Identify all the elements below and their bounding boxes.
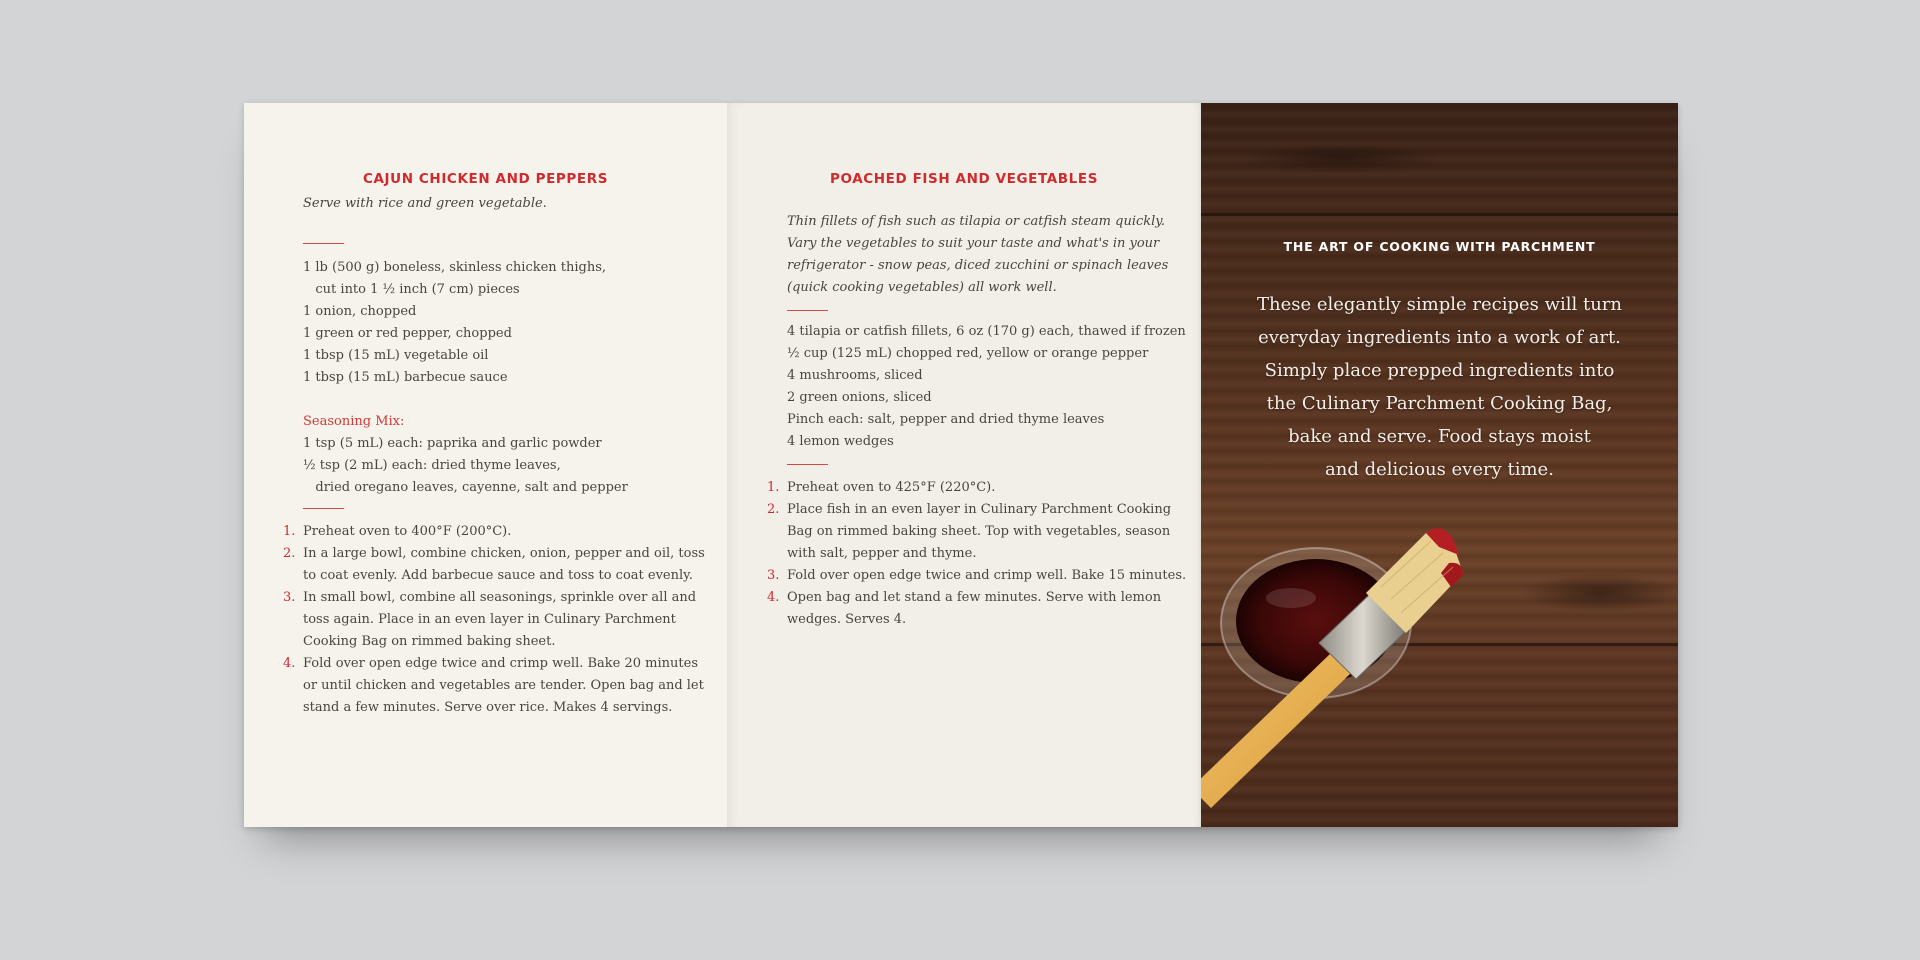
body-line: everyday ingredients into a work of art. — [1258, 327, 1621, 348]
body-line: Simply place prepped ingredients into — [1264, 360, 1615, 381]
ingredient: cut into 1 ½ inch (7 cm) pieces — [303, 282, 520, 297]
ingredient: 1 tbsp (15 mL) barbecue sauce — [303, 370, 508, 385]
body-line: and delicious every time. — [1325, 459, 1554, 480]
step-number: 3. — [767, 568, 780, 583]
step — [767, 499, 1187, 565]
step-number: 2. — [283, 546, 296, 561]
cajun-chicken-panel — [244, 103, 727, 827]
divider — [303, 243, 344, 244]
ingredient: 1 onion, chopped — [303, 304, 417, 319]
step-number: 3. — [283, 590, 296, 605]
recipe-title: CAJUN CHICKEN AND PEPPERS — [362, 171, 609, 187]
intro-line: Thin fillets of fish such as tilapia or catfish steam quickly. — [787, 214, 1166, 229]
step — [767, 565, 1187, 587]
step-text: stand a few minutes. Serve over rice. Makes 4 servings. — [303, 700, 673, 715]
ingredient: 4 tilapia or catfish fillets, 6 oz (170 g) each, thawed if frozen — [787, 324, 1186, 339]
panel-heading: THE ART OF COOKING WITH PARCHMENT — [1283, 239, 1596, 254]
step-text: Bag on rimmed baking sheet. Top with vegetables, season — [787, 524, 1171, 539]
seasoning-item: 1 tsp (5 mL) each: paprika and garlic powder — [303, 436, 602, 451]
intro-line: refrigerator - snow peas, diced zucchini or spinach leaves — [787, 258, 1169, 273]
step-text: Open bag and let stand a few minutes. Serve with lemon — [787, 590, 1162, 605]
ingredient: 1 lb (500 g) boneless, skinless chicken thighs, — [303, 260, 607, 275]
ingredient-list — [787, 321, 1186, 453]
step-number: 1. — [283, 524, 296, 539]
divider — [303, 508, 344, 509]
seasoning-item: dried oregano leaves, cayenne, salt and pepper — [303, 480, 628, 495]
step-text: Place fish in an even layer in Culinary Parchment Cooking — [787, 502, 1172, 517]
step-text: Preheat oven to 425°F (220°C). — [787, 480, 996, 495]
step — [283, 653, 713, 719]
step-text: with salt, pepper and thyme. — [787, 546, 977, 561]
seasoning-item: ½ tsp (2 mL) each: dried thyme leaves, — [303, 458, 561, 473]
recipe-brochure — [244, 103, 1678, 827]
step — [767, 587, 1187, 631]
step-text: Fold over open edge twice and crimp well. Bake 15 minutes. — [787, 568, 1187, 583]
step — [283, 587, 713, 653]
seasoning-heading: Seasoning Mix: — [303, 414, 405, 429]
step-text: Preheat oven to 400°F (200°C). — [303, 524, 512, 539]
step — [283, 521, 713, 543]
ingredient: 2 green onions, sliced — [787, 390, 932, 405]
basting-brush-icon — [1201, 503, 1678, 827]
step-number: 1. — [767, 480, 780, 495]
step-text: or until chicken and vegetables are tender. Open bag and let — [303, 678, 704, 693]
step-text: In small bowl, combine all seasonings, sprinkle over all and — [303, 590, 697, 605]
ingredient: 1 green or red pepper, chopped — [303, 326, 512, 341]
step-number: 4. — [767, 590, 780, 605]
step-text: In a large bowl, combine chicken, onion, pepper and oil, toss — [303, 546, 705, 561]
ingredient: 4 lemon wedges — [787, 434, 894, 449]
recipe-title: POACHED FISH AND VEGETABLES — [829, 171, 1099, 187]
step-text: Fold over open edge twice and crimp well. Bake 20 minutes — [303, 656, 698, 671]
step-text: wedges. Serves 4. — [787, 612, 907, 627]
body-line: These elegantly simple recipes will turn — [1256, 294, 1623, 315]
ingredient: Pinch each: salt, pepper and dried thyme leaves — [787, 412, 1105, 427]
step — [283, 543, 713, 587]
step-list — [283, 521, 713, 719]
recipe-intro: Serve with rice and green vegetable. — [303, 196, 547, 211]
step-text: toss again. Place in an even layer in Culinary Parchment — [303, 612, 676, 627]
intro-line: (quick cooking vegetables) all work well. — [787, 280, 1057, 295]
panel-body — [1221, 288, 1658, 486]
divider — [787, 310, 828, 311]
ingredient: 1 tbsp (15 mL) vegetable oil — [303, 348, 489, 363]
step-text: Cooking Bag on rimmed baking sheet. — [303, 634, 556, 649]
body-line: bake and serve. Food stays moist — [1288, 426, 1591, 447]
step-number: 2. — [767, 502, 780, 517]
step-number: 4. — [283, 656, 296, 671]
parchment-cover-panel — [1201, 103, 1678, 827]
recipe-intro — [787, 211, 1168, 299]
divider — [787, 464, 828, 465]
wood-knot — [1241, 143, 1441, 173]
wood-seam — [1201, 213, 1678, 216]
ingredient: 4 mushrooms, sliced — [787, 368, 923, 383]
ingredient-list — [303, 257, 606, 389]
body-line: the Culinary Parchment Cooking Bag, — [1266, 393, 1613, 414]
seasoning-list — [303, 411, 628, 499]
step-text: to coat evenly. Add barbecue sauce and toss to coat evenly. — [303, 568, 693, 583]
step — [767, 477, 1187, 499]
intro-line: Vary the vegetables to suit your taste and what's in your — [787, 236, 1160, 251]
ingredient: ½ cup (125 mL) chopped red, yellow or orange pepper — [787, 346, 1149, 361]
step-list — [767, 477, 1187, 631]
